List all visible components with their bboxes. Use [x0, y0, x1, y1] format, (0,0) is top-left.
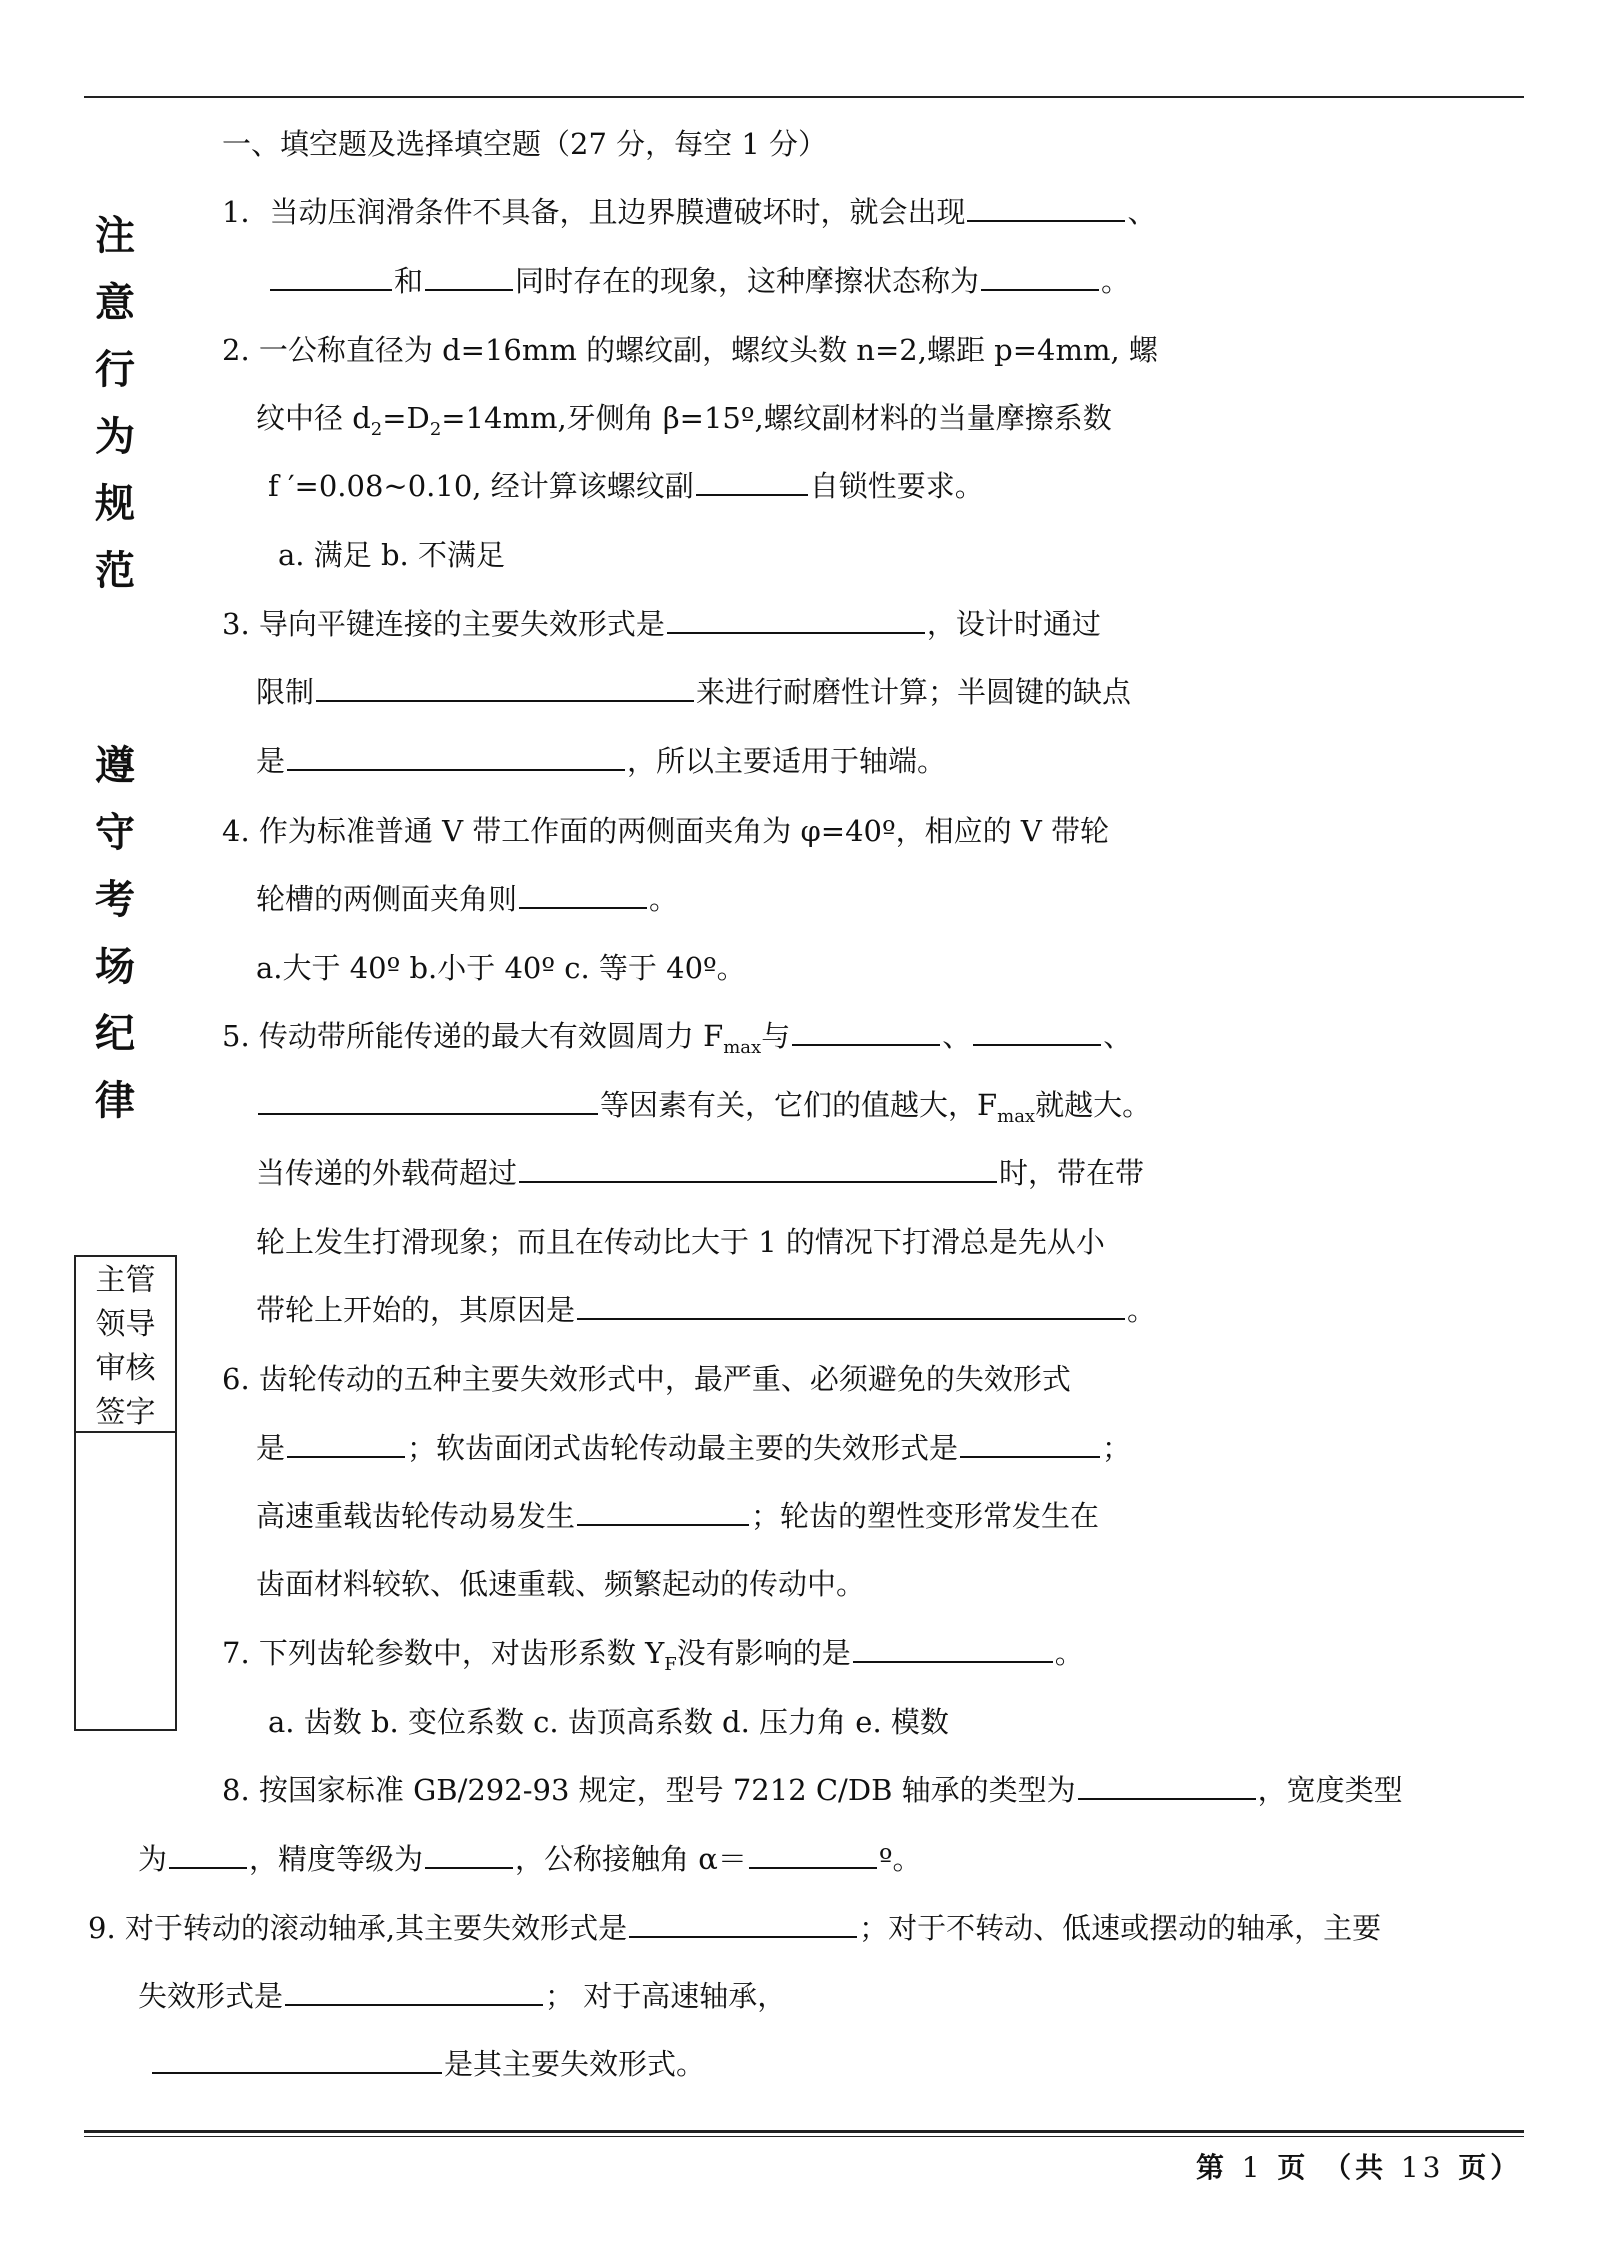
answer-blank [853, 1635, 1053, 1663]
page-number: 1 [1241, 2151, 1264, 2184]
side-char: 场 [95, 944, 135, 990]
answer-blank [696, 468, 808, 496]
question-6-line-1: 6. 齿轮传动的五种主要失效形式中，最严重、必须避免的失效形式 [222, 1362, 1071, 1396]
question-8-line-1: 8. 按国家标准 GB/292-93 规定，型号 7212 C/DB 轴承的类型为 ，宽度类型 [222, 1773, 1403, 1807]
side-char: 遵 [95, 743, 135, 789]
question-6-line-2: 是 ；软齿面闭式齿轮传动最主要的失效形式是 ； [256, 1431, 1132, 1465]
question-5-line-5: 带轮上开始的，其原因是 。 [256, 1293, 1157, 1327]
question-9-line-3: 是其主要失效形式。 [150, 2044, 705, 2084]
question-7-options: a. 齿数 b. 变位系数 c. 齿顶高系数 d. 压力角 e. 模数 [268, 1705, 949, 1739]
answer-blank [960, 1430, 1100, 1458]
answer-blank [152, 2046, 442, 2074]
answer-blank [519, 881, 647, 909]
answer-blank [316, 674, 694, 702]
side-char: 意 [95, 280, 135, 326]
signature-box-label: 主管 领导 审核 签字 [76, 1257, 175, 1433]
side-char: 守 [95, 810, 135, 856]
bottom-rule-thin [84, 2136, 1524, 2137]
question-2-line-1: 2. 一公称直径为 d=16mm 的螺纹副，螺纹头数 n=2,螺距 p=4mm, 螺 [222, 333, 1158, 367]
answer-blank [1078, 1772, 1256, 1800]
question-5-line-4: 轮上发生打滑现象；而且在传动比大于 1 的情况下打滑总是先从小 [256, 1225, 1105, 1259]
answer-blank [577, 1498, 749, 1526]
question-8-line-2: 为 ，精度等级为 ，公称接触角 α＝ º。 [138, 1842, 922, 1876]
side-char: 规 [95, 481, 135, 527]
question-1-line-1: 1．当动压润滑条件不具备，且边界膜遭破坏时，就会出现 、 [222, 195, 1157, 229]
answer-blank [973, 1018, 1101, 1046]
answer-blank [629, 1910, 857, 1938]
question-5-line-3: 当传递的外载荷超过 时，带在带 [256, 1156, 1145, 1190]
side-char: 行 [95, 347, 135, 393]
answer-blank [169, 1841, 247, 1869]
answer-blank [519, 1155, 997, 1183]
question-9-line-2: 失效形式是 ； 对于高速轴承， [138, 1979, 787, 2013]
side-char: 范 [95, 548, 135, 594]
question-2-line-2: 纹中径 $d_2=D_2=14mm$,牙侧角 β=15º,螺纹副材料的当量摩擦系数 [256, 401, 1112, 440]
question-2-line-3: f ′=0.08~0.10, 经计算该螺纹副 自锁性要求。 [268, 469, 984, 503]
question-3-line-1: 3. 导向平键连接的主要失效形式是 ，设计时通过 [222, 607, 1101, 641]
answer-blank [667, 606, 925, 634]
question-4-line-1: 4. 作为标准普通 V 带工作面的两侧面夹角为 φ=40º，相应的 V 带轮 [222, 814, 1110, 848]
answer-blank [425, 263, 513, 291]
question-1-line-2: 和 同时存在的现象，这种摩擦状态称为 。 [268, 261, 1130, 301]
page-total: 13 [1400, 2151, 1445, 2184]
side-char: 考 [95, 877, 135, 923]
side-char: 纪 [95, 1011, 135, 1057]
question-9-line-1: 9. 对于转动的滚动轴承,其主要失效形式是 ；对于不转动、低速或摆动的轴承，主要 [88, 1911, 1382, 1945]
signature-box [74, 1255, 177, 1731]
answer-blank [749, 1841, 877, 1869]
side-char: 注 [95, 213, 135, 259]
question-5-line-2: 等因素有关，它们的值越大，$F_{max}$就越大。 [256, 1085, 1151, 1137]
answer-blank [425, 1841, 513, 1869]
question-3-line-3: 是 ，所以主要适用于轴端。 [256, 744, 947, 778]
answer-blank [967, 194, 1125, 222]
answer-blank [270, 263, 392, 291]
question-4-line-2: 轮槽的两侧面夹角则 。 [256, 882, 679, 916]
page-footer: 第 1 页 （共 13 页） [1196, 2151, 1523, 2184]
section-title: 一、填空题及选择填空题（27 分，每空 1 分） [222, 127, 828, 161]
question-7-line-1: 7. 下列齿轮参数中，对齿形系数 $Y_F$没有影响的是 。 [222, 1636, 1084, 1675]
side-notice-discipline [90, 733, 140, 1135]
side-notice-conduct [90, 203, 140, 605]
answer-blank [285, 1978, 543, 2006]
bottom-rule [84, 2130, 1524, 2133]
answer-blank [287, 743, 625, 771]
question-4-options: a.大于 40º b.小于 40º c. 等于 40º。 [256, 951, 746, 985]
question-5-line-1: 5. 传动带所能传递的最大有效圆周力 $F_{max}$与 、 、 [222, 1019, 1133, 1058]
question-3-line-2: 限制 来进行耐磨性计算；半圆键的缺点 [256, 675, 1132, 709]
question-6-line-3: 高速重载齿轮传动易发生 ；轮齿的塑性变形常发生在 [256, 1499, 1100, 1533]
answer-blank [287, 1430, 405, 1458]
answer-blank [981, 263, 1099, 291]
answer-blank [792, 1018, 940, 1046]
question-2-options: a. 满足 b. 不满足 [278, 538, 505, 572]
side-char: 为 [95, 414, 135, 460]
question-6-line-4: 齿面材料较软、低速重载、频繁起动的传动中。 [256, 1567, 866, 1601]
top-rule [84, 96, 1524, 98]
answer-blank [258, 1087, 598, 1115]
answer-blank [577, 1292, 1125, 1320]
side-char: 律 [95, 1078, 135, 1124]
